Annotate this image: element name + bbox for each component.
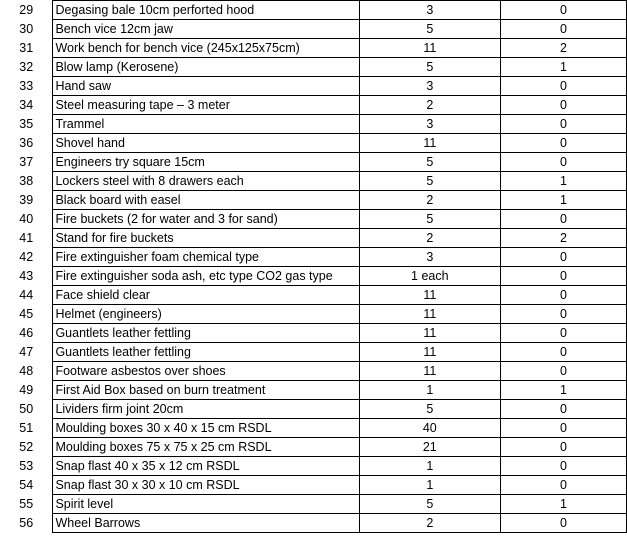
item-description-cell: Guantlets leather fettling xyxy=(53,324,359,343)
available-cell: 0 xyxy=(500,343,626,362)
item-description-cell: Engineers try square 15cm xyxy=(53,153,359,172)
quantity-cell: 5 xyxy=(359,400,500,419)
item-description-cell: Footware asbestos over shoes xyxy=(53,362,359,381)
available-cell: 2 xyxy=(500,229,626,248)
available-cell: 0 xyxy=(500,305,626,324)
row-number-cell: 45 xyxy=(0,305,53,324)
row-number-cell: 56 xyxy=(0,514,53,533)
table-row xyxy=(0,495,627,514)
available-cell: 0 xyxy=(500,115,626,134)
quantity-cell: 5 xyxy=(359,20,500,39)
item-description-cell: Black board with easel xyxy=(53,191,359,210)
available-cell: 0 xyxy=(500,400,626,419)
row-number-cell: 50 xyxy=(0,400,53,419)
quantity-cell: 1 each xyxy=(359,267,500,286)
quantity-cell: 11 xyxy=(359,324,500,343)
item-description-cell: Fire extinguisher soda ash, etc type CO2 gas type xyxy=(53,267,359,286)
row-number-cell: 52 xyxy=(0,438,53,457)
row-number-cell: 29 xyxy=(0,1,53,20)
quantity-cell: 1 xyxy=(359,476,500,495)
available-cell: 0 xyxy=(500,96,626,115)
table-row xyxy=(0,324,627,343)
row-number-cell: 30 xyxy=(0,20,53,39)
item-description-cell: Face shield clear xyxy=(53,286,359,305)
table-row xyxy=(0,115,627,134)
available-cell: 0 xyxy=(500,134,626,153)
item-description-cell: Stand for fire buckets xyxy=(53,229,359,248)
item-description-cell: Trammel xyxy=(53,115,359,134)
item-description-cell: Lockers steel with 8 drawers each xyxy=(53,172,359,191)
item-description-cell: Moulding boxes 30 x 40 x 15 cm RSDL xyxy=(53,419,359,438)
available-cell: 0 xyxy=(500,457,626,476)
available-cell: 0 xyxy=(500,514,626,533)
item-description-cell: Degasing bale 10cm perforted hood xyxy=(53,1,359,20)
item-description-cell: Lividers firm joint 20cm xyxy=(53,400,359,419)
quantity-cell: 11 xyxy=(359,362,500,381)
table-row xyxy=(0,362,627,381)
available-cell: 2 xyxy=(500,39,626,58)
available-cell: 0 xyxy=(500,1,626,20)
table-row xyxy=(0,229,627,248)
row-number-cell: 47 xyxy=(0,343,53,362)
quantity-cell: 11 xyxy=(359,134,500,153)
table-row xyxy=(0,419,627,438)
table-row xyxy=(0,476,627,495)
available-cell: 1 xyxy=(500,172,626,191)
row-number-cell: 40 xyxy=(0,210,53,229)
available-cell: 1 xyxy=(500,495,626,514)
row-number-cell: 53 xyxy=(0,457,53,476)
quantity-cell: 3 xyxy=(359,1,500,20)
row-number-cell: 31 xyxy=(0,39,53,58)
row-number-cell: 33 xyxy=(0,77,53,96)
available-cell: 1 xyxy=(500,58,626,77)
table-row xyxy=(0,96,627,115)
quantity-cell: 2 xyxy=(359,229,500,248)
quantity-cell: 3 xyxy=(359,248,500,267)
available-cell: 0 xyxy=(500,362,626,381)
quantity-cell: 2 xyxy=(359,514,500,533)
available-cell: 0 xyxy=(500,153,626,172)
item-description-cell: First Aid Box based on burn treatment xyxy=(53,381,359,400)
available-cell: 0 xyxy=(500,419,626,438)
table-row xyxy=(0,514,627,533)
table-row xyxy=(0,39,627,58)
row-number-cell: 48 xyxy=(0,362,53,381)
item-description-cell: Hand saw xyxy=(53,77,359,96)
quantity-cell: 11 xyxy=(359,305,500,324)
quantity-cell: 5 xyxy=(359,210,500,229)
item-description-cell: Snap flast 40 x 35 x 12 cm RSDL xyxy=(53,457,359,476)
available-cell: 0 xyxy=(500,210,626,229)
item-description-cell: Guantlets leather fettling xyxy=(53,343,359,362)
quantity-cell: 2 xyxy=(359,96,500,115)
table-row xyxy=(0,58,627,77)
available-cell: 0 xyxy=(500,267,626,286)
quantity-cell: 1 xyxy=(359,381,500,400)
quantity-cell: 1 xyxy=(359,457,500,476)
table-row xyxy=(0,20,627,39)
quantity-cell: 5 xyxy=(359,172,500,191)
quantity-cell: 3 xyxy=(359,115,500,134)
item-description-cell: Steel measuring tape – 3 meter xyxy=(53,96,359,115)
equipment-table-body xyxy=(0,1,627,533)
row-number-cell: 49 xyxy=(0,381,53,400)
item-description-cell: Wheel Barrows xyxy=(53,514,359,533)
item-description-cell: Fire buckets (2 for water and 3 for sand) xyxy=(53,210,359,229)
row-number-cell: 46 xyxy=(0,324,53,343)
item-description-cell: Snap flast 30 x 30 x 10 cm RSDL xyxy=(53,476,359,495)
quantity-cell: 5 xyxy=(359,58,500,77)
item-description-cell: Fire extinguisher foam chemical type xyxy=(53,248,359,267)
quantity-cell: 11 xyxy=(359,343,500,362)
row-number-cell: 37 xyxy=(0,153,53,172)
quantity-cell: 5 xyxy=(359,495,500,514)
item-description-cell: Helmet (engineers) xyxy=(53,305,359,324)
table-row xyxy=(0,381,627,400)
row-number-cell: 32 xyxy=(0,58,53,77)
available-cell: 0 xyxy=(500,438,626,457)
table-row xyxy=(0,172,627,191)
available-cell: 0 xyxy=(500,248,626,267)
row-number-cell: 34 xyxy=(0,96,53,115)
item-description-cell: Bench vice 12cm jaw xyxy=(53,20,359,39)
row-number-cell: 36 xyxy=(0,134,53,153)
row-number-cell: 44 xyxy=(0,286,53,305)
table-row xyxy=(0,77,627,96)
item-description-cell: Shovel hand xyxy=(53,134,359,153)
available-cell: 1 xyxy=(500,191,626,210)
table-row xyxy=(0,248,627,267)
table-row xyxy=(0,457,627,476)
quantity-cell: 11 xyxy=(359,39,500,58)
table-row xyxy=(0,400,627,419)
item-description-cell: Moulding boxes 75 x 75 x 25 cm RSDL xyxy=(53,438,359,457)
table-row xyxy=(0,267,627,286)
available-cell: 0 xyxy=(500,324,626,343)
table-row xyxy=(0,286,627,305)
table-row xyxy=(0,343,627,362)
table-row xyxy=(0,191,627,210)
quantity-cell: 5 xyxy=(359,153,500,172)
quantity-cell: 3 xyxy=(359,77,500,96)
item-description-cell: Blow lamp (Kerosene) xyxy=(53,58,359,77)
row-number-cell: 51 xyxy=(0,419,53,438)
available-cell: 0 xyxy=(500,476,626,495)
row-number-cell: 43 xyxy=(0,267,53,286)
row-number-cell: 42 xyxy=(0,248,53,267)
item-description-cell: Spirit level xyxy=(53,495,359,514)
table-row xyxy=(0,1,627,20)
row-number-cell: 55 xyxy=(0,495,53,514)
quantity-cell: 40 xyxy=(359,419,500,438)
row-number-cell: 41 xyxy=(0,229,53,248)
row-number-cell: 38 xyxy=(0,172,53,191)
available-cell: 0 xyxy=(500,77,626,96)
available-cell: 0 xyxy=(500,286,626,305)
available-cell: 1 xyxy=(500,381,626,400)
table-row xyxy=(0,153,627,172)
quantity-cell: 21 xyxy=(359,438,500,457)
item-description-cell: Work bench for bench vice (245x125x75cm) xyxy=(53,39,359,58)
quantity-cell: 2 xyxy=(359,191,500,210)
row-number-cell: 39 xyxy=(0,191,53,210)
table-row xyxy=(0,438,627,457)
quantity-cell: 11 xyxy=(359,286,500,305)
available-cell: 0 xyxy=(500,20,626,39)
row-number-cell: 35 xyxy=(0,115,53,134)
table-row xyxy=(0,134,627,153)
row-number-cell: 54 xyxy=(0,476,53,495)
table-row xyxy=(0,210,627,229)
table-row xyxy=(0,305,627,324)
